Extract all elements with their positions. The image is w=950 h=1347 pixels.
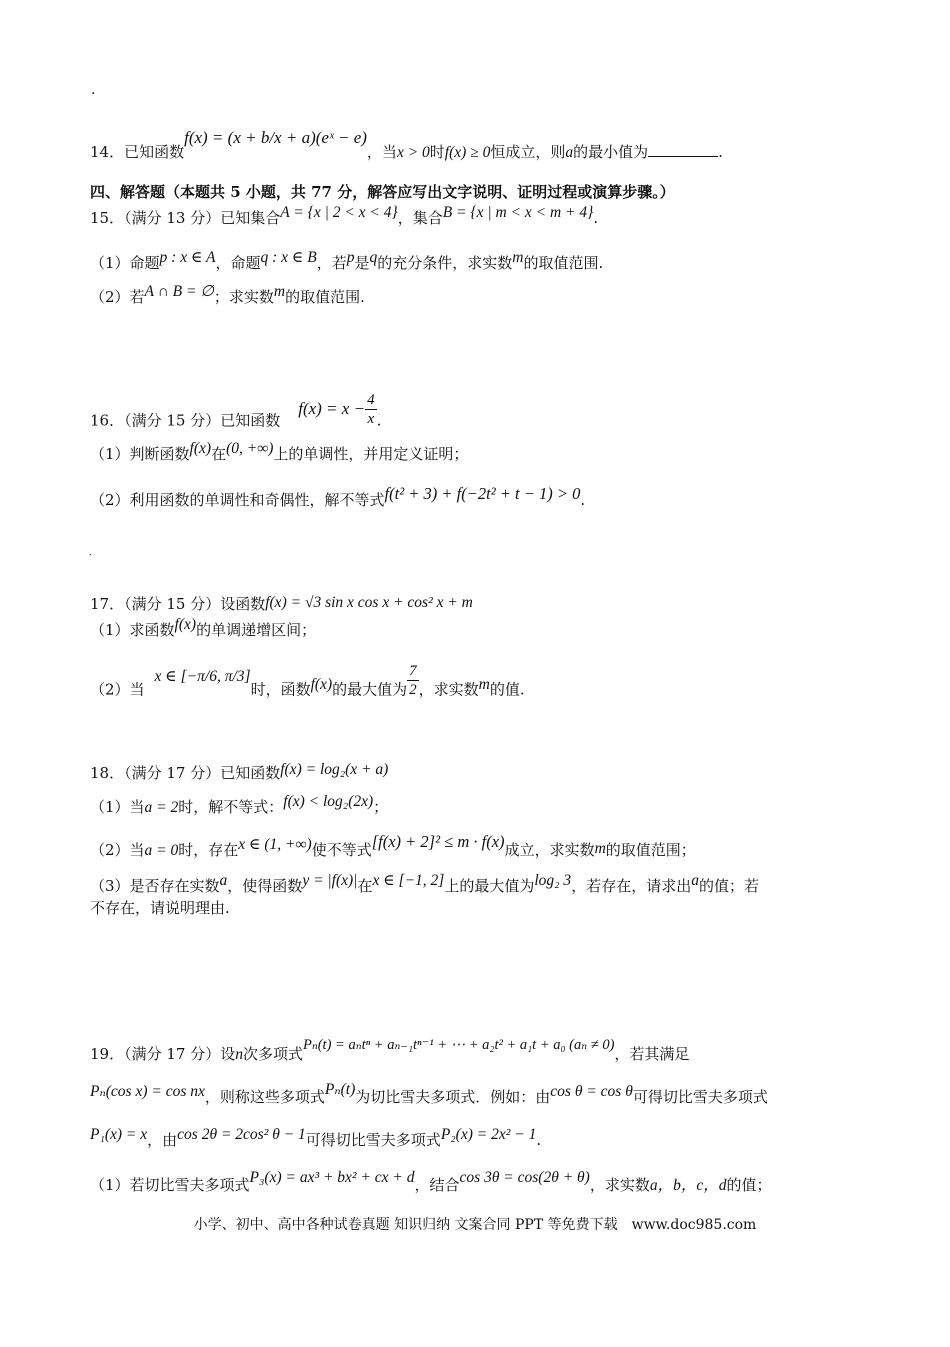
q14-text: 的最小值为 [573,143,649,161]
q14-text: 恒成立，则 [490,143,566,161]
q16-end: . [580,491,586,509]
q18-var-m: m [594,840,606,857]
q15-var-m: m [512,249,524,266]
q19-eq: cos 3θ = cos(2θ + θ) [459,1169,590,1186]
q14-cond1: x > 0 [396,144,430,161]
q17-text: 的最大值为 [332,680,408,699]
q15-end: . [593,209,599,227]
q18-part-3-cont: 不存在，请说明理由. [90,899,230,917]
q18-text: 成立，求实数 [504,841,595,859]
q19-text: 次多项式 [242,1045,303,1063]
q18-formula: f(x) = log₂(x + a) [280,761,389,778]
q19-text: 可得切比雪夫多项式 [305,1131,441,1149]
q15-text: 的取值范围. [285,288,365,306]
q19-polynomial: Pₙ(t) = aₙtⁿ + aₙ₋₁tⁿ⁻¹ + ⋯ + a₂t² + a₁t + a₀ (aₙ ≠ 0) [302,1037,615,1053]
q16-text: （1）判断函数 [90,445,190,463]
q15-prefix: 15．（满分 13 分）已知集合 [90,209,281,227]
q17-part-1 [90,616,317,641]
q17-prefix: 17．（满分 15 分）设函数 [90,595,266,613]
q18-prefix: 18．（满分 17 分）已知函数 [90,764,281,782]
q15-set-b: B = {x | m < x < m + 4} [442,204,594,221]
q19-line-2 [90,1081,768,1108]
q17-text: ，求实数 [418,680,479,699]
q19-part-1 [90,1169,772,1196]
q14-prefix: 14．已知函数 [90,143,185,161]
answer-blank [648,142,718,157]
q19-poly-name: Pₙ(t) [324,1081,356,1098]
q19-text: 的值； [726,1176,772,1194]
q18-cond: a = 2 [144,799,179,816]
q18-text: 时，解不等式： [178,798,284,816]
q18-text: （1）当 [90,798,145,816]
q16-text: 上的单调性，并用定义证明； [273,445,469,463]
q19-text: ，由 [147,1131,178,1149]
q19-vars: a，b，c，d [649,1177,727,1194]
q19-text: ，若其满足 [614,1045,690,1063]
q18-inequality: f(x) < log₂(2x) [283,793,374,810]
q15-part-2 [90,283,365,308]
q18-text: （3）是否存在实数 [90,877,220,895]
q18-text: 上的最大值为 [444,877,535,895]
section-heading: 四、解答题（本题共 5 小题，共 77 分，解答应写出文字说明、证明过程或演算步骤。） [90,183,675,201]
q18-text: ； [373,798,389,816]
question-16 [90,392,382,440]
q15-prop-q: q : x ∈ B [260,249,317,266]
q15-text: （1）命题 [90,254,160,272]
q18-range: x ∈ (1, +∞) [238,836,312,853]
q16-frac-num: 4 [367,392,375,408]
question-15 [90,204,599,229]
q17-part-2 [90,663,525,709]
q18-text: 的取值范围； [605,841,696,859]
q18-var-a: a [691,872,699,889]
q15-text: ，若 [316,254,347,272]
q14-var: a [565,144,574,161]
q16-part-1 [90,440,469,465]
q15-text: ，集合 [397,209,443,227]
q19-chebyshev-def: Pₙ(cos x) = cos nx [90,1083,205,1100]
q19-prefix: 19．（满分 17 分）设 [90,1045,236,1063]
q16-func: f(x) [189,440,212,457]
q18-text: ，使得函数 [227,877,303,895]
q18-text: 时，存在 [178,841,239,859]
q15-set-a: A = {x | 2 < x < 4} [280,204,398,221]
q18-part-2 [90,832,696,861]
q14-end: . [718,143,723,161]
q18-text: （2）当 [90,841,145,859]
q16-part-2 [90,484,586,510]
page-footer: 小学、初中、高中各种试卷真题 知识归纳 文案合同 PPT 等免费下载 www.doc985.com [193,1217,757,1233]
q17-text: 的值. [489,680,525,699]
q17-func: f(x) [310,675,333,693]
q18-var-a: a [219,872,228,889]
q18-func: y = |f(x)| [302,872,358,889]
q18-value: log₂ 3 [534,872,572,889]
q14-text: ，当 [366,143,397,161]
q15-cond: A ∩ B = ∅ [144,283,214,300]
q16-prefix: 16．（满分 15 分）已知函数 [90,411,281,430]
q15-prop-p: p : x ∈ A [159,249,216,266]
q18-cond: a = 0 [144,842,179,859]
q19-text: 可得切比雪夫多项式 [632,1088,768,1106]
q18-inequality: [f(x) + 2]² ≤ m · f(x) [371,832,505,851]
q15-text: 的充分条件，求实数 [377,254,513,272]
q18-part-3 [90,872,759,897]
q17-formula: f(x) = √3 sin x cos x + cos² x + m [265,594,473,611]
q19-var-n: n [235,1046,243,1063]
q19-text: 为切比雪夫多项式．例如：由 [355,1088,551,1106]
q18-text: 的值；若 [698,877,759,895]
q16-text: （2）利用函数的单调性和奇偶性，解不等式 [90,491,385,509]
q19-eq: cos 2θ = 2cos² θ − 1 [177,1126,306,1143]
small-dot: . [89,548,92,557]
q17-text: （1）求函数 [90,621,175,639]
q18-text: 在 [357,877,373,895]
top-dot: . [91,82,96,98]
q18-range: x ∈ [−1, 2] [372,872,445,889]
q15-var-p: p [346,249,355,266]
q16-interval: (0, +∞) [226,440,274,457]
question-18 [90,763,388,784]
q17-frac-den: 2 [409,682,417,698]
q15-var-q: q [369,249,378,266]
q16-formula: f(x) = x − [298,398,366,418]
q15-part-1 [90,249,604,274]
q15-var-m: m [273,283,286,300]
q19-p2: P₂(x) = 2x² − 1 [440,1126,537,1143]
q17-range: x ∈ [−π/6, π/3] [154,667,251,685]
q19-text: ，结合 [414,1176,460,1194]
q16-text: 在 [211,445,227,463]
q19-p1: P₁(x) = x [90,1126,148,1143]
q15-text: ，命题 [215,254,261,272]
q14-text: 时 [429,143,445,161]
q14-formula: f(x) = (x + b/x + a)(eˣ − e) [184,128,367,147]
q17-text: （2）当 [90,680,145,699]
q18-text: 使不等式 [311,841,372,859]
q17-var-m: m [478,675,490,693]
q16-inequality: f(t² + 3) + f(−2t² + t − 1) > 0 [384,484,581,503]
q19-line-3 [90,1126,542,1151]
q14-cond2: f(x) ≥ 0 [444,144,491,161]
question-19 [90,1037,690,1065]
q19-text: ，则称这些多项式 [204,1088,325,1106]
question-14 [90,128,723,163]
q15-text: （2）若 [90,288,145,306]
q15-text: 的取值范围. [523,254,604,272]
q16-fraction [365,391,377,428]
q18-text: ，若存在，请求出 [571,877,692,895]
q15-text: ；求实数 [213,288,274,306]
q16-end: . [376,411,382,430]
q16-frac-den: x [367,411,375,427]
q17-text: 的单调递增区间； [196,621,317,639]
q15-text: 是 [354,254,370,272]
q17-func: f(x) [174,616,197,633]
q19-p3: P₃(x) = ax³ + bx² + cx + d [249,1169,415,1186]
q19-eq: cos θ = cos θ [550,1083,633,1100]
q19-text: （1）若切比雪夫多项式 [90,1176,250,1194]
q19-text: ，求实数 [589,1176,650,1194]
q18-part-1 [90,793,389,818]
q17-frac-num: 7 [409,663,417,679]
q17-fraction [407,662,419,699]
q19-end: . [536,1131,542,1149]
question-17 [90,594,473,615]
q17-text: 时，函数 [250,680,311,699]
